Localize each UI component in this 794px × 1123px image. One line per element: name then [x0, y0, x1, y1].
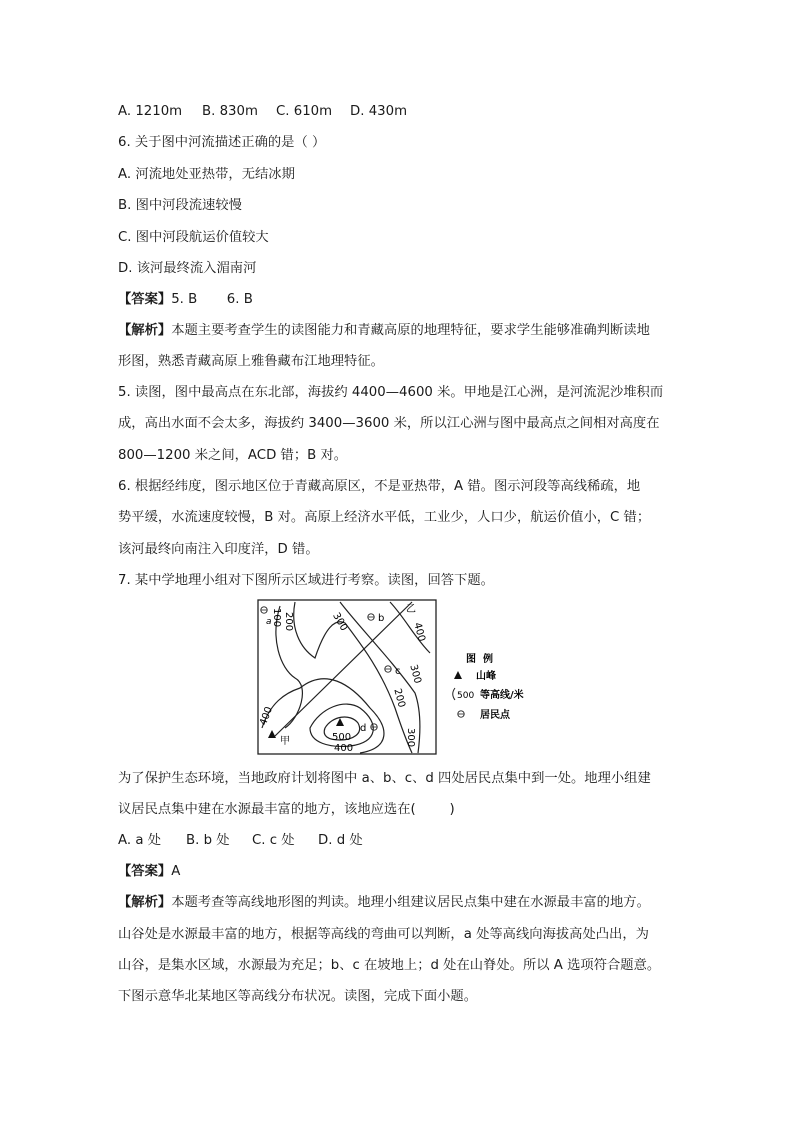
map-legend: [453, 652, 524, 721]
point-label-a: a: [266, 617, 272, 627]
q7-text-line-2: 议居民点集中建在水源最丰富的地方，该地应选在( ): [118, 802, 455, 817]
settlement-icon: [458, 711, 464, 717]
q7-option-a: A. a 处: [118, 833, 161, 848]
q5-options: [118, 103, 407, 121]
contour-label: 300: [330, 611, 350, 634]
answer-block-2: [118, 863, 180, 881]
q6-stem: 6. 关于图中河流描述正确的是（ ）: [118, 135, 326, 150]
analysis-line-3: 山谷，是集水区域，水源最为充足；b、c 在坡地上；d 处在山脊处。所以 A 选项符合题意。: [118, 958, 661, 973]
mountain-peak-icon: [454, 671, 462, 679]
explain5-line-3: 800—1200 米之间，ACD 错；B 对。: [118, 448, 348, 463]
q7-options: [118, 832, 363, 850]
q6-option-b: B. 图中河段流速较慢: [118, 198, 242, 213]
analysis-line-1: 本题主要考查学生的读图能力和青藏高原的地理特征，要求学生能够准确判断读地: [171, 323, 650, 338]
q5-option-d: D. 430m: [350, 104, 408, 119]
analysis-block-1: [118, 322, 650, 340]
q7-option-c: C. c 处: [252, 833, 295, 848]
point-label-b: b: [378, 613, 385, 624]
settlement-icon: [368, 614, 374, 620]
analysis-line-2: 山谷处是水源最丰富的地方，根据等高线的弯曲可以判断，a 处等高线向海拔高处凸出，为: [118, 927, 649, 942]
answer-label: 【答案】: [118, 292, 172, 307]
contour-label: 100: [271, 608, 282, 628]
contour-map: [240, 598, 540, 758]
q5-option-a: A. 1210m: [118, 104, 183, 119]
analysis-line-1: 本题考查等高线地形图的判读。地理小组建议居民点集中建在水源最丰富的地方。: [171, 895, 650, 910]
answer-text: 5. B 6. B: [171, 292, 253, 307]
settlement-icon: [371, 724, 377, 730]
q7-option-b: B. b 处: [186, 833, 230, 848]
q7-option-d: D. d 处: [318, 833, 363, 848]
legend-contour-label: 等高线/米: [480, 690, 524, 701]
contour-label: 500: [332, 732, 352, 743]
explain6-line-3: 该河最终向南注入印度洋，D 错。: [118, 542, 319, 557]
q6-option-a: A. 河流地处亚热带，无结冰期: [118, 167, 295, 182]
contour-label: 300: [407, 663, 423, 685]
settlement-icon: [261, 607, 267, 613]
contour-label: 200: [283, 612, 294, 632]
mountain-peak-icon: [268, 730, 276, 738]
explain6-line-1: 6. 根据经纬度，图示地区位于青藏高原区，不是亚热带，A 错。图示河段等高线稀疏，地: [118, 479, 641, 494]
q7-text-line-1: 为了保护生态环境，当地政府计划将图中 a、b、c、d 四处居民点集中到一处。地理小组建: [118, 771, 651, 786]
legend-contour-value: 500: [457, 691, 475, 701]
next-question-intro: 下图示意华北某地区等高线分布状况。读图，完成下面小题。: [118, 989, 478, 1004]
contour-line-200: [294, 602, 412, 753]
contour-label: 400: [411, 621, 427, 643]
point-label-c: c: [395, 666, 401, 677]
explain5-line-1: 5. 读图，图中最高点在东北部，海拔约 4400—4600 米。甲地是江心洲，是河流泥沙堆积而: [118, 385, 664, 400]
q7-stem: 7. 某中学地理小组对下图所示区域进行考察。读图，回答下题。: [118, 573, 494, 588]
analysis-line-2: 形图，熟悉青藏高原上雅鲁藏布江地理特征。: [118, 354, 384, 369]
q5-option-b: B. 830m: [202, 104, 258, 119]
explain6-line-2: 势平缓，水流速度较慢，B 对。高原上经济水平低，工业少，人口少，航运价值小，C 错；: [118, 510, 651, 525]
point-label-d: d: [360, 723, 367, 734]
q6-option-c: C. 图中河段航运价值较大: [118, 230, 269, 245]
contour-label: 300: [405, 728, 416, 748]
answer-block-1: [118, 291, 253, 309]
contour-label: 400: [334, 743, 354, 754]
answer-text: A: [171, 864, 181, 879]
legend-settlement-label: 居民点: [480, 710, 510, 721]
analysis-label: 【解析】: [118, 895, 172, 910]
mountain-peak-icon: [336, 718, 344, 726]
settlement-icon: [385, 666, 391, 672]
answer-label: 【答案】: [118, 864, 172, 879]
contour-label: 200: [391, 687, 407, 709]
legend-peak-label: 山峰: [476, 671, 496, 682]
contour-label: 400: [258, 705, 275, 728]
point-label-jia: 甲: [280, 736, 290, 747]
q5-option-c: C. 610m: [276, 104, 333, 119]
explain5-line-2: 成，高出水面不会太多，海拔约 3400—3600 米，所以江心洲与图中最高点之间相对高度在: [118, 416, 660, 431]
q6-option-d: D. 该河最终流入湄南河: [118, 261, 257, 276]
analysis-block-2: [118, 894, 650, 912]
contour-legend-icon: [453, 688, 455, 700]
analysis-label: 【解析】: [118, 323, 172, 338]
legend-title: 图 例: [466, 654, 493, 665]
point-label-yi: 乙: [406, 604, 416, 615]
